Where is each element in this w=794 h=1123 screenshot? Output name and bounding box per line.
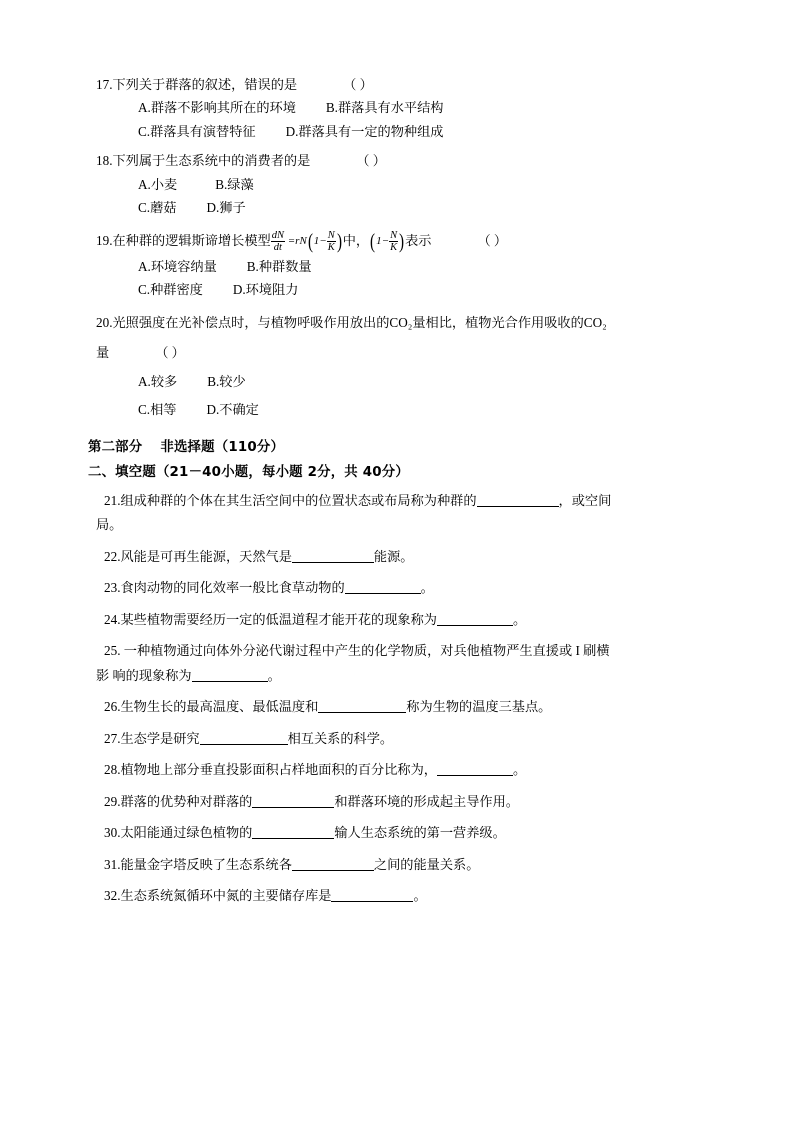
option-label: A. bbox=[138, 258, 151, 274]
question-26 bbox=[96, 695, 696, 719]
question-stem: 下列属于生态系统中的消费者的是 bbox=[112, 153, 311, 169]
option-text: 相等 bbox=[150, 401, 177, 417]
question-text-before: 某些植物需要经历一定的低温道程才能开花的现象称为 bbox=[120, 611, 437, 627]
question-text-after: 。 bbox=[512, 762, 527, 778]
question-24 bbox=[96, 608, 696, 632]
question-text-after: 。 bbox=[267, 667, 281, 683]
question-text-before: 生态学是研究 bbox=[120, 730, 200, 746]
question-text-before: 生态系统氮循环中氮的主要储存库是 bbox=[120, 888, 332, 904]
question-number: 27. bbox=[104, 730, 121, 746]
question-text-after: 。 bbox=[413, 888, 427, 904]
option-label: B. bbox=[246, 258, 259, 274]
option-text: 小麦 bbox=[150, 176, 178, 192]
question-21 bbox=[96, 489, 696, 513]
question-text-before: 太阳能通过绿色植物的 bbox=[120, 825, 253, 841]
answer-paren: （ ） bbox=[477, 233, 508, 249]
question-18-options-line-2 bbox=[96, 197, 696, 218]
option-text: 不确定 bbox=[219, 401, 259, 417]
answer-blank[interactable] bbox=[192, 668, 268, 682]
question-text-before: 生物生长的最高温度、最低温度和 bbox=[120, 699, 319, 715]
option-text: 较多 bbox=[150, 374, 178, 390]
question-31 bbox=[96, 853, 696, 877]
question-text-after: 能源。 bbox=[373, 548, 414, 564]
part-heading bbox=[88, 436, 696, 455]
question-19 bbox=[96, 230, 696, 253]
answer-blank[interactable] bbox=[437, 612, 513, 626]
question-number: 19. bbox=[96, 233, 113, 249]
option-label: A. bbox=[138, 374, 151, 390]
question-text-line-1: 一种植物通过向体外分泌代谢过程中产生的化学物质，对兵他植物严生直援或 I 刷横 bbox=[123, 643, 610, 659]
question-number: 31. bbox=[104, 856, 121, 872]
option-text: 群落具有一定的物种组成 bbox=[298, 123, 444, 139]
question-27 bbox=[96, 727, 696, 751]
option-label: C. bbox=[138, 282, 151, 298]
option-label: A. bbox=[138, 176, 151, 192]
option-label: A. bbox=[138, 100, 151, 116]
option-label: D. bbox=[285, 123, 299, 139]
option-label: D. bbox=[206, 401, 220, 417]
question-number: 22. bbox=[104, 548, 121, 564]
answer-blank[interactable] bbox=[252, 825, 334, 839]
question-number: 21. bbox=[104, 492, 121, 508]
question-23 bbox=[96, 576, 696, 600]
question-text-after: 。 bbox=[512, 611, 527, 627]
option-text: 种群密度 bbox=[150, 282, 203, 298]
question-number: 23. bbox=[104, 580, 121, 596]
question-stem: 下列关于群落的叙述，错误的是 bbox=[112, 77, 298, 92]
question-stem-line-2: 量 bbox=[96, 344, 110, 360]
question-number: 24. bbox=[104, 611, 121, 627]
question-28 bbox=[96, 758, 696, 782]
answer-blank[interactable] bbox=[200, 731, 288, 745]
question-19-options-line-2 bbox=[96, 279, 696, 300]
answer-blank[interactable] bbox=[292, 549, 374, 563]
option-label: B. bbox=[215, 176, 228, 192]
question-text-before: 能量金字塔反映了生态系统各 bbox=[120, 856, 292, 872]
question-stem-line-1: 光照强度在光补偿点时，与植物呼吸作用放出的CO₂量相比，植物光合作用吸收的CO₂ bbox=[112, 315, 607, 331]
question-text-before: 组成种群的个体在其生活空间中的位置状态或布局称为种群的 bbox=[120, 492, 477, 508]
question-32 bbox=[96, 884, 696, 908]
question-number: 29. bbox=[104, 793, 121, 809]
answer-blank[interactable] bbox=[252, 794, 334, 808]
option-text: 群落具有演替特征 bbox=[150, 123, 256, 139]
question-number: 25. bbox=[104, 643, 121, 659]
option-text: 群落不影响其所在的环境 bbox=[150, 100, 296, 116]
answer-blank[interactable] bbox=[477, 493, 559, 507]
section-heading bbox=[88, 461, 696, 480]
option-text: 较少 bbox=[219, 374, 246, 390]
question-number: 32. bbox=[104, 888, 121, 904]
question-text-after: 输人生态系统的第一营养级。 bbox=[334, 825, 506, 841]
question-stem-after: 表示 bbox=[405, 233, 432, 249]
answer-blank[interactable] bbox=[345, 580, 421, 594]
question-text-after: ，或空间 bbox=[558, 492, 612, 508]
answer-paren: （ ） bbox=[155, 344, 185, 360]
logistic-term-formula: (1− $\frac{N}{K}$ ) bbox=[370, 228, 405, 253]
page-content bbox=[88, 74, 696, 909]
question-text-before: 植物地上部分垂直投影面积占样地面积的百分比称为， bbox=[120, 762, 437, 778]
question-18 bbox=[96, 150, 696, 171]
answer-blank[interactable] bbox=[318, 699, 406, 713]
question-25-line-2 bbox=[96, 664, 696, 688]
option-text: 蘑菇 bbox=[150, 199, 177, 215]
option-text: 群落具有水平结构 bbox=[337, 100, 444, 116]
question-20 bbox=[96, 312, 696, 333]
option-text: 环境阻力 bbox=[245, 282, 299, 298]
question-20-options-line-1 bbox=[96, 371, 696, 392]
option-text: 种群数量 bbox=[258, 258, 312, 274]
question-17 bbox=[96, 74, 696, 95]
part-title: 非选择题（110分） bbox=[160, 439, 285, 455]
question-25 bbox=[96, 639, 696, 663]
section-heading-text: 二、填空题（21－40小题，每小题 2分，共 40分） bbox=[88, 464, 409, 480]
question-number: 20. bbox=[96, 315, 113, 331]
question-20-line-2 bbox=[96, 342, 696, 363]
option-label: D. bbox=[206, 199, 220, 215]
question-18-options-line-1 bbox=[96, 174, 696, 195]
option-label: C. bbox=[138, 199, 151, 215]
question-text-before: 风能是可再生能源，天然气是 bbox=[120, 548, 292, 564]
question-text-before: 影 响的现象称为 bbox=[96, 667, 192, 683]
question-text-line-2: 局。 bbox=[96, 517, 123, 533]
question-17-options-line-2 bbox=[96, 121, 696, 142]
question-text-after: 之间的能量关系。 bbox=[373, 856, 480, 872]
option-text: 绿藻 bbox=[227, 176, 254, 192]
answer-blank[interactable] bbox=[292, 857, 374, 871]
question-text-after: 相互关系的科学。 bbox=[287, 730, 394, 746]
option-text: 环境容纳量 bbox=[150, 258, 217, 274]
question-text-before: 食肉动物的同化效率一般比食草动物的 bbox=[120, 580, 345, 596]
question-text-after: 和群落环境的形成起主导作用。 bbox=[334, 793, 519, 809]
question-number: 28. bbox=[104, 762, 121, 778]
option-label: C. bbox=[138, 123, 151, 139]
logistic-growth-formula: $\frac{dN}{dt}$ =rN(1− $\frac{N}{K}$ ) bbox=[271, 228, 342, 253]
question-stem-middle: 中， bbox=[342, 233, 370, 249]
part-label: 第二部分 bbox=[88, 439, 143, 455]
answer-blank[interactable] bbox=[437, 762, 513, 776]
question-text-after: 称为生物的温度三基点。 bbox=[406, 699, 552, 715]
option-label: B. bbox=[325, 100, 338, 116]
question-text-after: 。 bbox=[420, 580, 434, 596]
option-label: C. bbox=[138, 401, 151, 417]
answer-paren: （ ） bbox=[356, 153, 386, 169]
question-29 bbox=[96, 790, 696, 814]
option-label: D. bbox=[232, 282, 246, 298]
question-text-before: 群落的优势种对群落的 bbox=[120, 793, 253, 809]
question-number: 17. bbox=[96, 77, 113, 92]
question-number: 18. bbox=[96, 153, 113, 169]
option-text: 狮子 bbox=[219, 199, 246, 215]
question-19-options-line-1 bbox=[96, 256, 696, 277]
answer-blank[interactable] bbox=[331, 888, 413, 902]
option-label: B. bbox=[207, 374, 220, 390]
question-21-line-2 bbox=[96, 513, 696, 537]
question-20-options-line-2 bbox=[96, 399, 696, 420]
question-stem-before: 在种群的逻辑斯谛增长模型 bbox=[112, 233, 271, 249]
question-17-options-line-1 bbox=[96, 97, 696, 118]
question-30 bbox=[96, 821, 696, 845]
question-22 bbox=[96, 545, 696, 569]
question-number: 26. bbox=[104, 699, 121, 715]
question-number: 30. bbox=[104, 825, 121, 841]
answer-paren: （ ） bbox=[343, 77, 373, 92]
